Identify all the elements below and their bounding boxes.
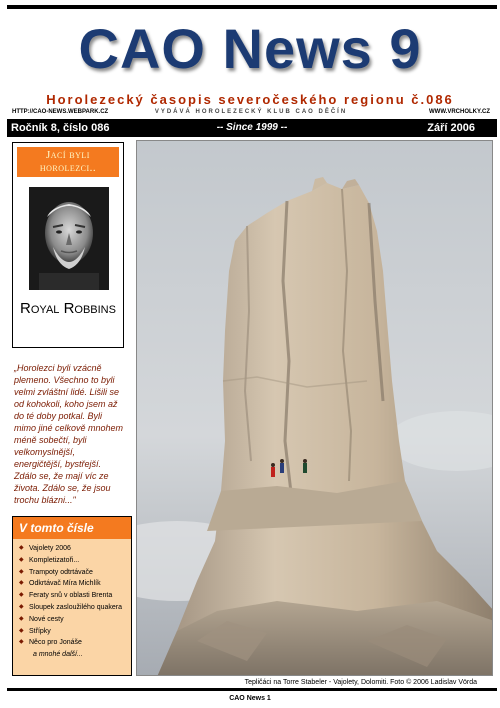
page-label: CAO News 1 (229, 695, 271, 702)
list-item[interactable]: ◆ Nové cesty (13, 614, 131, 626)
masthead-subtitle: Horolezecký časopis severočeského regionu č.086 (46, 92, 454, 107)
portrait-photo (29, 187, 109, 290)
bullet-icon: ◆ (19, 639, 24, 646)
list-item: a mnohé další... (33, 651, 83, 659)
list-item[interactable]: ◆ Sloupek zasloužilého quakera (13, 602, 131, 614)
bullet-icon: ◆ (19, 568, 24, 575)
rock-tower-illustration (137, 141, 493, 676)
contents-list (13, 543, 131, 661)
list-item[interactable]: ◆ Odkrtávač Míra Michlík (13, 578, 131, 590)
bullet-icon: ◆ (19, 545, 24, 551)
publisher-line: VYDÁVÁ HOROLEZECKÝ KLUB CAO DĚČÍN (154, 109, 348, 115)
portrait-illustration (29, 187, 109, 290)
contents-heading: V tomto čísle (13, 517, 131, 539)
list-item[interactable]: ◆ Kompletizatoři... (13, 555, 131, 567)
climber-profile-box (12, 142, 124, 348)
masthead-url-row (12, 109, 490, 119)
top-rule (7, 5, 497, 9)
bullet-icon: ◆ (19, 580, 24, 587)
footer-rule (7, 688, 497, 691)
bullet-icon: ◆ (19, 603, 24, 610)
climber-name: Royal Robbins (20, 300, 116, 317)
issue-info-bar (7, 119, 497, 137)
profile-heading: Jací byli horolezci.. (17, 147, 119, 177)
climber-quote: „Horolezci byli vzácně plemeno. Všechno to byli velmi zvláštní lidé. Lišili se od kohokoli, koho jsem až do té doby potkal. Byli mimo jiné celkově mnohem méně sobečtí, byli velkomyslnější, energičtější, bystřejší. Zdálo se, že mají víc ze života. Zdálo se, že jsou trochu blázni..." (14, 363, 124, 505)
site-url-left[interactable]: HTTP://CAO-NEWS.WEBPARK.CZ (12, 109, 109, 115)
issue-date: Září 2006 (427, 122, 475, 134)
bullet-icon: ◆ (19, 592, 24, 599)
list-item[interactable]: ◆ Feraty snů v oblasti Brenta (13, 590, 131, 602)
masthead-title: CAO News 9 (78, 17, 422, 80)
list-item[interactable]: ◆ Trampoty odtrtávače (13, 567, 131, 579)
bullet-icon: ◆ (19, 556, 24, 563)
photo-caption: Tepličáci na Torre Stabeler - Vajolety, Dolomiti. Foto © 2006 Ladislav Vörda (244, 679, 477, 686)
bullet-icon: ◆ (19, 627, 24, 634)
list-item[interactable]: ◆ Něco pro Jonáše (13, 637, 131, 649)
issue-volume: Ročník 8, číslo 086 (11, 122, 110, 134)
list-item[interactable]: ◆ Vajolety 2006 (13, 543, 131, 555)
since-label: -- Since 1999 -- (216, 122, 288, 133)
issue-contents-box (12, 516, 132, 676)
list-item[interactable]: ◆ Střípky (13, 626, 131, 638)
bullet-icon: ◆ (19, 615, 24, 622)
cover-photo (136, 140, 493, 676)
site-url-right[interactable]: WWW.VRCHOLKY.CZ (429, 109, 490, 115)
